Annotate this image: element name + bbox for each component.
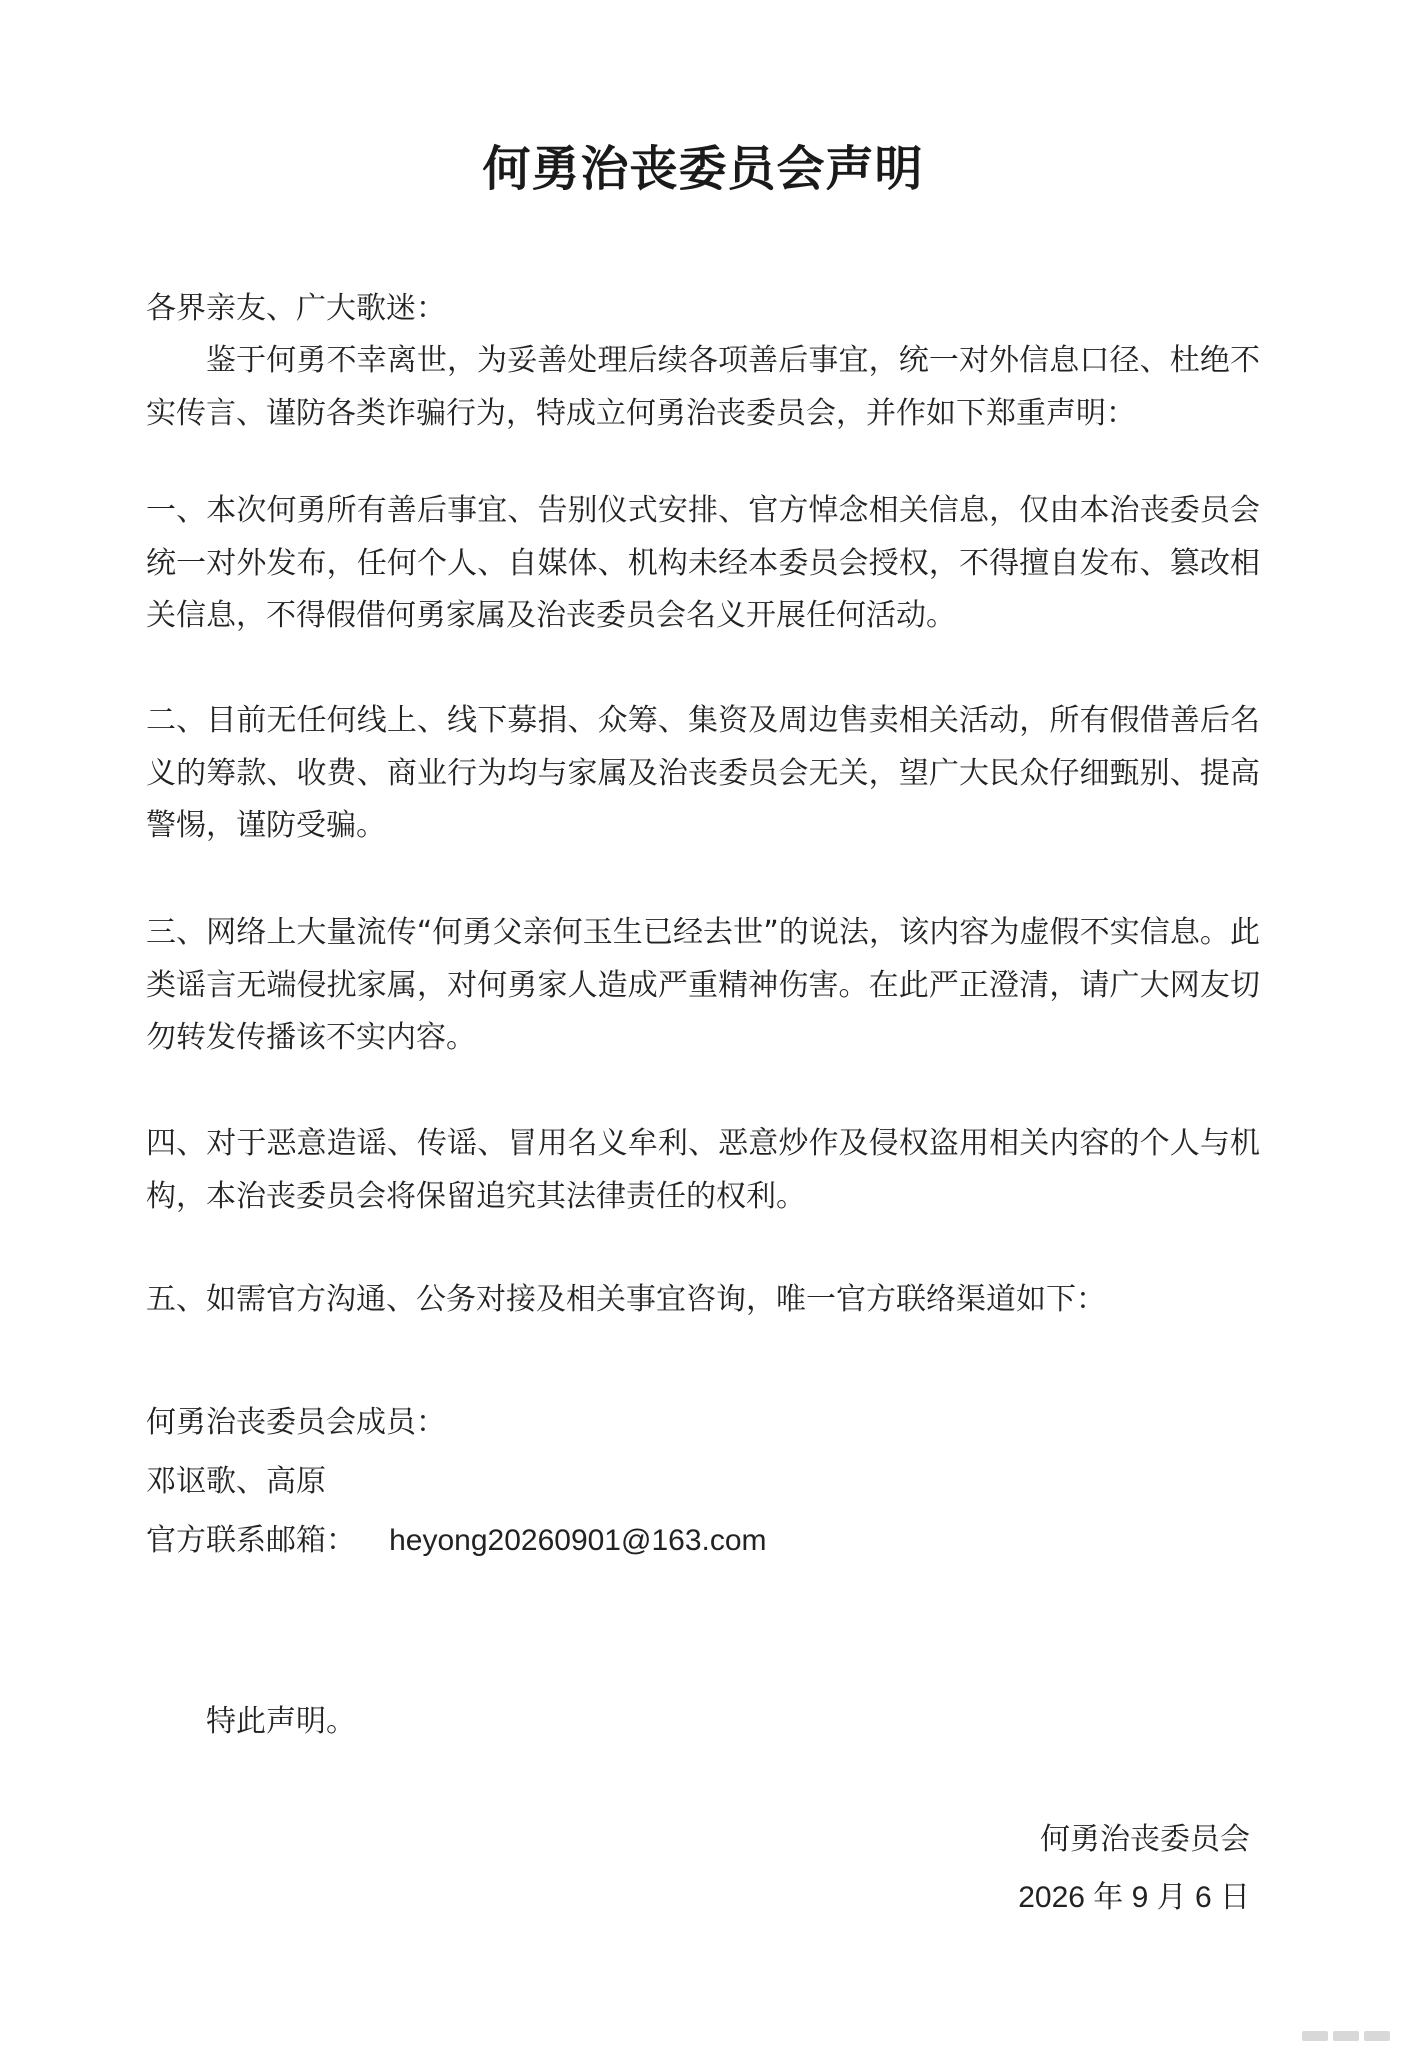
watermark-marks [1302,2031,1390,2041]
watermark-mark [1364,2031,1390,2041]
salutation: 各界亲友、广大歌迷： [146,291,446,326]
statement-item-4: 四、对于恶意造谣、传谣、冒用名义牟利、恶意炒作及侵权盗用相关内容的个人与机构，本治丧委员会将保留追究其法律责任的权利。 [146,1126,1260,1214]
intro-paragraph: 鉴于何勇不幸离世，为妥善处理后续各项善后事宜，统一对外信息口径、杜绝不实传言、谨防各类诈骗行为，特成立何勇治丧委员会，并作如下郑重声明： [146,343,1260,431]
signature-date: 2026 年 9 月 6 日 [1018,1881,1250,1914]
members-label: 何勇治丧委员会成员： [146,1405,446,1440]
document-title: 何勇治丧委员会声明 [482,141,924,197]
closing-text: 特此声明。 [206,1704,356,1739]
email-line [146,1515,767,1567]
statement-item-1: 一、本次何勇所有善后事宜、告别仪式安排、官方悼念相关信息，仅由本治丧委员会统一对外发布，任何个人、自媒体、机构未经本委员会授权，不得擅自发布、篡改相关信息，不得假借何勇家属及治丧委员会名义开展任何活动。 [146,493,1260,633]
signature-organization: 何勇治丧委员会 [1040,1822,1250,1857]
email-address: heyong20260901@163.com [389,1524,767,1557]
statement-item-3: 三、网络上大量流传“何勇父亲何玉生已经去世”的说法，该内容为虚假不实信息。此类谣言无端侵扰家属，对何勇家人造成严重精神伤害。在此严正澄清，请广大网友切勿转发传播该不实内容。 [146,915,1260,1055]
members-names: 邓讴歌、高原 [146,1464,326,1499]
watermark-mark [1302,2031,1328,2041]
watermark-mark [1333,2031,1359,2041]
statement-item-5: 五、如需官方沟通、公务对接及相关事宜咨询，唯一官方联络渠道如下： [146,1282,1106,1317]
statement-item-2: 二、目前无任何线上、线下募捐、众筹、集资及周边售卖相关活动，所有假借善后名义的筹款、收费、商业行为均与家属及治丧委员会无关，望广大民众仔细甄别、提高警惕，谨防受骗。 [146,703,1260,843]
email-label: 官方联系邮箱： [146,1523,356,1558]
